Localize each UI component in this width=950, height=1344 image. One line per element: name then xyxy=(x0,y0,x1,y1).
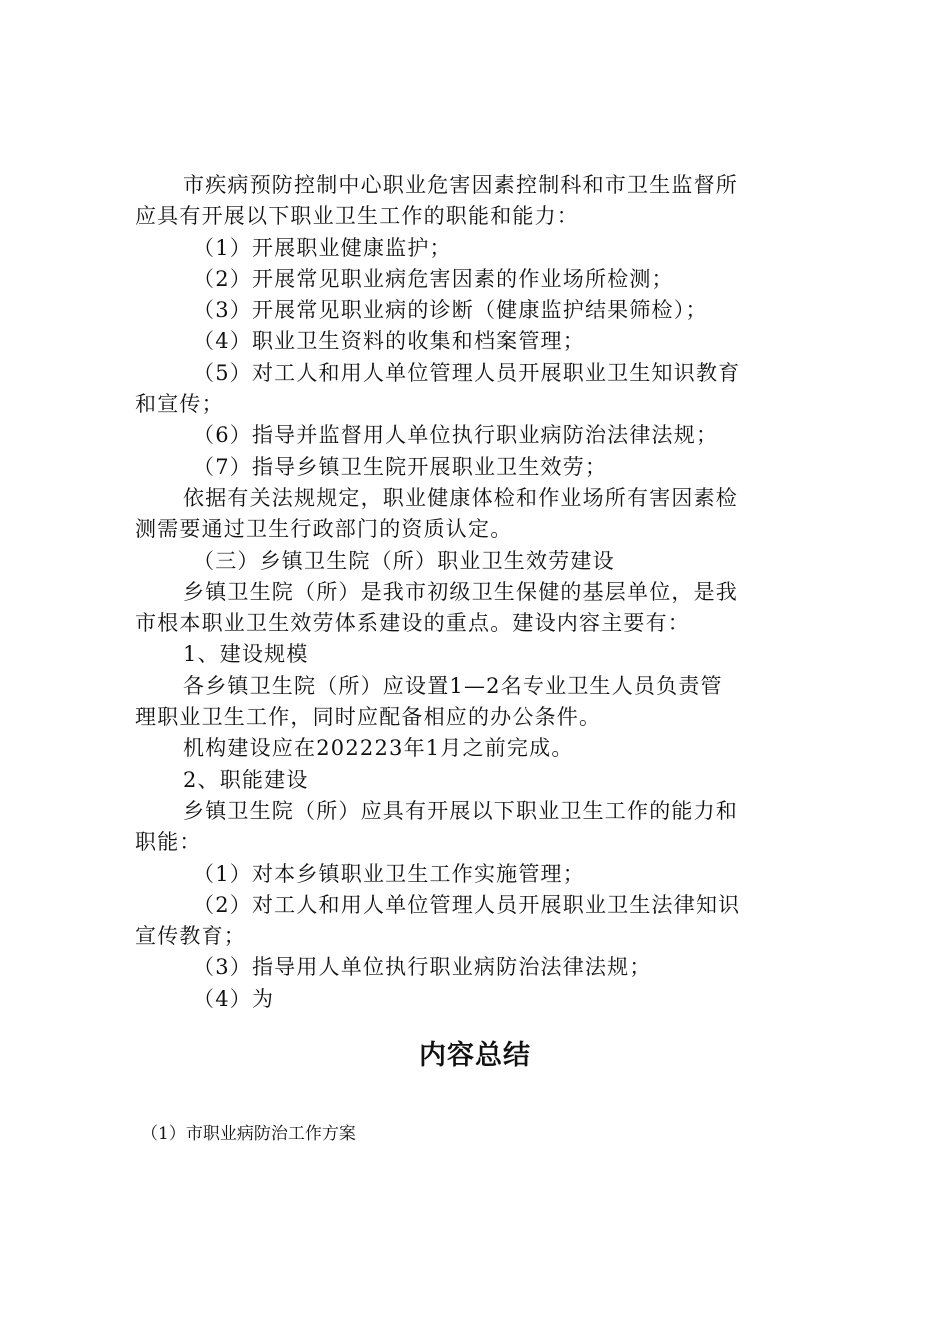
summary-title: 内容总结 xyxy=(419,1040,531,1071)
document-line: 理职业卫生工作，同时应配备相应的办公条件。 xyxy=(135,705,602,730)
document-line: （3）开展常见职业病的诊断（健康监护结果筛检）； xyxy=(193,298,708,323)
document-line: 和宣传； xyxy=(135,392,224,417)
summary-item: （1）市职业病防治工作方案 xyxy=(141,1124,356,1144)
document-line: （4）职业卫生资料的收集和档案管理； xyxy=(193,329,585,354)
document-line: 应具有开展以下职业卫生工作的职能和能力： xyxy=(135,204,579,229)
document-line: 依据有关法规规定，职业健康体检和作业场所有害因素检 xyxy=(183,485,738,510)
document-line: （5）对工人和用人单位管理人员开展职业卫生知识教育 xyxy=(193,360,741,385)
document-line: （7）指导乡镇卫生院开展职业卫生效劳； xyxy=(193,454,608,479)
document-line: （1）对本乡镇职业卫生工作实施管理； xyxy=(193,861,585,886)
document-line: 2、职能建设 xyxy=(183,767,309,792)
document-line: （2）对工人和用人单位管理人员开展职业卫生法律知识 xyxy=(193,892,741,917)
document-line: （4）为 xyxy=(193,986,275,1011)
document-line: 宣传教育； xyxy=(135,924,246,949)
document-line: 乡镇卫生院（所）是我市初级卫生保健的基层单位，是我 xyxy=(183,579,738,604)
document-body xyxy=(135,170,825,1015)
document-line: 乡镇卫生院（所）应具有开展以下职业卫生工作的能力和 xyxy=(183,798,738,823)
document-line: （6）指导并监督用人单位执行职业病防治法律法规； xyxy=(193,423,719,448)
document-line: 1、建设规模 xyxy=(183,642,309,667)
document-line: 测需要通过卫生行政部门的资质认定。 xyxy=(135,517,513,542)
document-line: 各乡镇卫生院（所）应设置1—2名专业卫生人员负责管 xyxy=(183,673,723,698)
document-line: 市疾病预防控制中心职业危害因素控制科和市卫生监督所 xyxy=(183,173,738,197)
document-line: 机构建设应在202223年1月之前完成。 xyxy=(183,736,574,761)
document-line: （2）开展常见职业病危害因素的作业场所检测； xyxy=(193,266,674,291)
document-line: （3）指导用人单位执行职业病防治法律法规； xyxy=(193,955,652,980)
document-line: 职能： xyxy=(135,830,202,855)
document-line: （1）开展职业健康监护； xyxy=(193,235,452,260)
document-line: 市根本职业卫生效劳体系建设的重点。建设内容主要有： xyxy=(135,611,690,636)
document-line: （三）乡镇卫生院（所）职业卫生效劳建设 xyxy=(193,548,615,573)
